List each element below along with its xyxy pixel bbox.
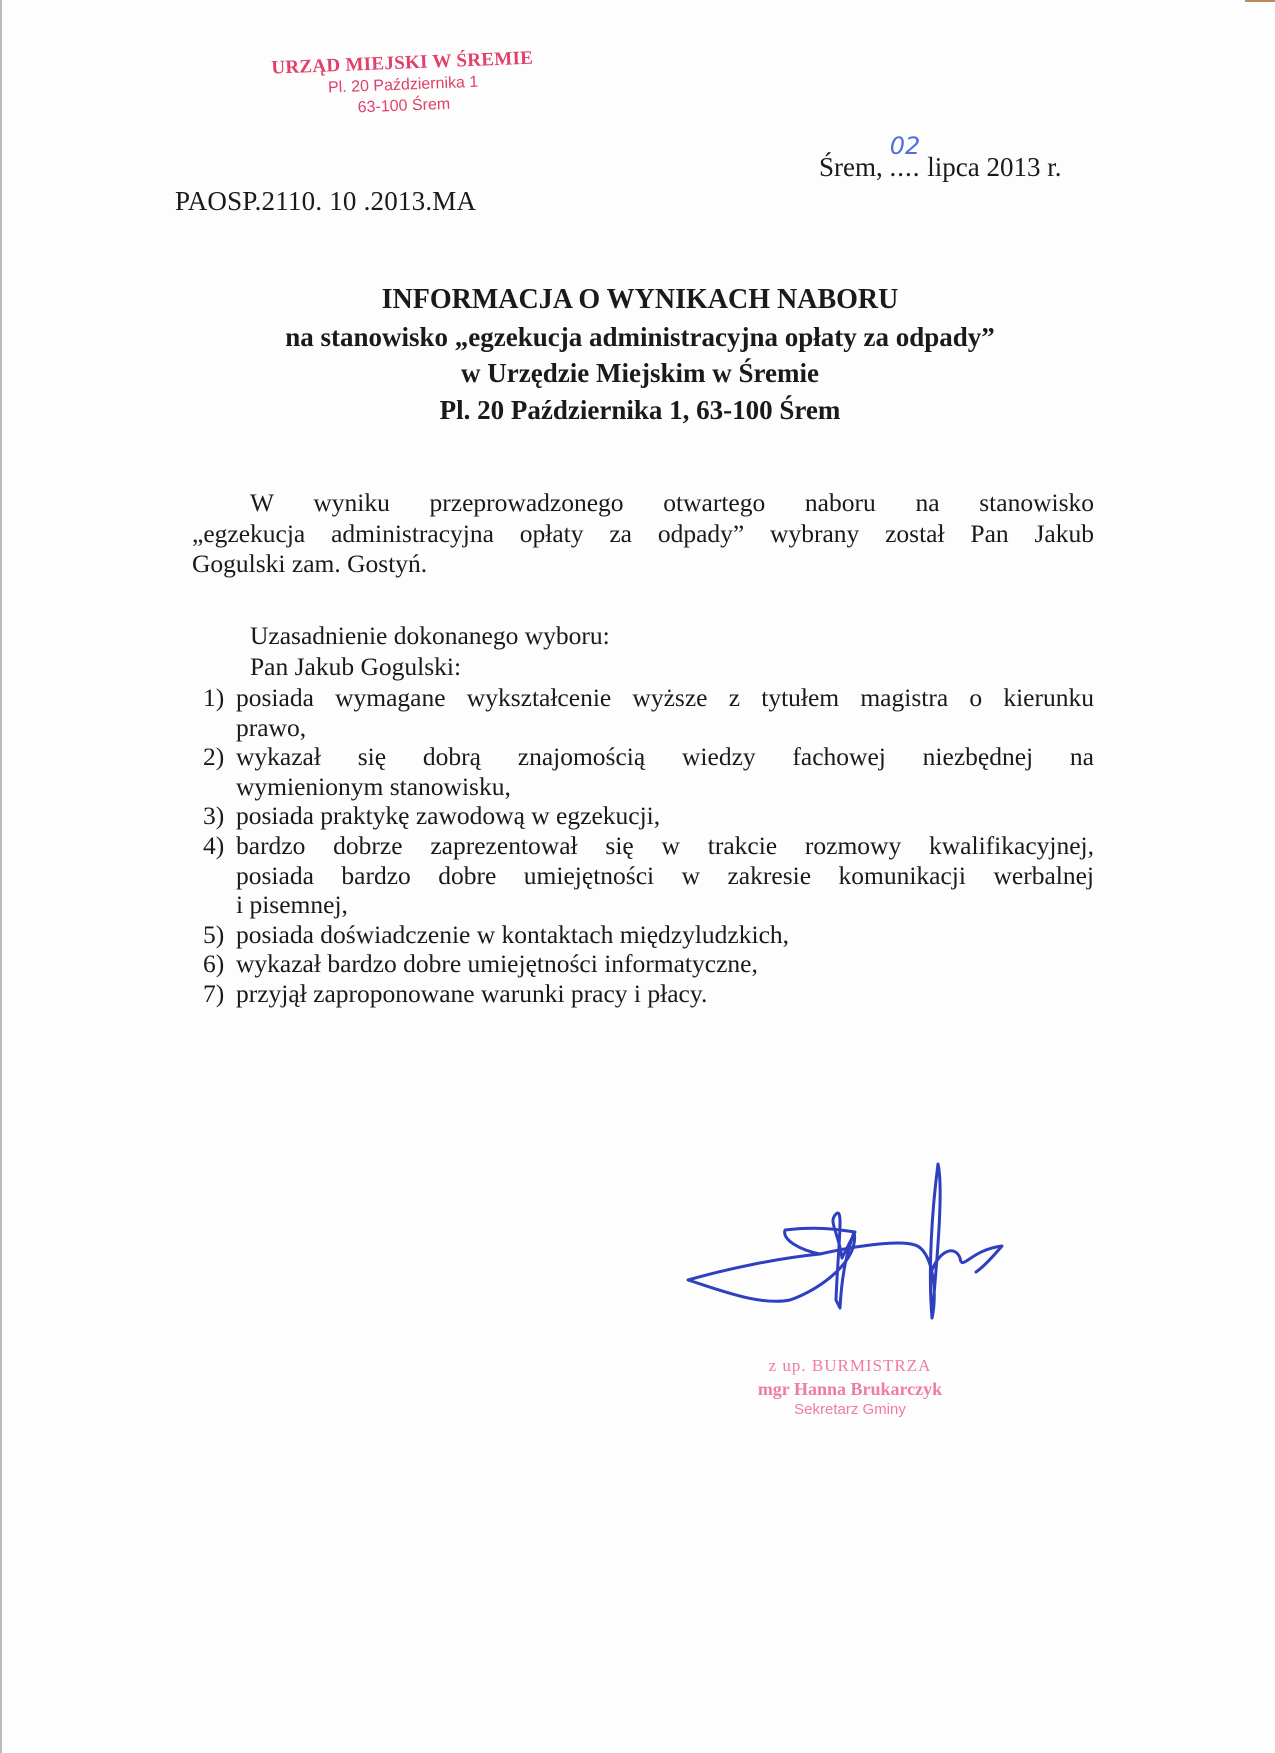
signature-stroke — [688, 1213, 855, 1308]
date-day-handwritten: 02 — [889, 132, 921, 160]
signature-stamp-line-3: Sekretarz Gminy — [794, 1401, 906, 1418]
requirement-number: 2) — [203, 742, 225, 772]
requirement-item — [203, 683, 1094, 742]
requirement-item — [203, 979, 1094, 1009]
requirement-line: posiada praktykę zawodową w egzekucji, — [236, 801, 661, 831]
date-line — [819, 132, 1062, 183]
title-line-4: Pl. 20 Października 1, 63-100 Śrem — [439, 394, 841, 425]
requirement-item — [203, 949, 1094, 979]
requirement-line: wykazał bardzo dobre umiejętności informatyczne, — [236, 949, 758, 979]
stamp-line-3: 63-100 Śrem — [357, 95, 451, 117]
requirement-text — [236, 801, 1094, 831]
requirement-item — [203, 801, 1094, 831]
requirement-text — [236, 979, 1094, 1009]
result-paragraph — [192, 488, 1094, 580]
requirement-number: 4) — [203, 830, 225, 860]
requirements-list — [203, 683, 1094, 1009]
signature-stroke-loop — [820, 1164, 1002, 1318]
requirement-text — [236, 742, 1094, 801]
requirement-number: 3) — [203, 801, 225, 831]
paragraph-line-3: Gogulski zam. Gostyń. — [192, 549, 428, 578]
scan-edge — [0, 0, 2, 1753]
date-day — [889, 132, 921, 183]
requirement-number: 5) — [203, 919, 225, 949]
signature-stamp — [720, 1355, 980, 1419]
requirement-line: posiada bardzo dobre umiejętności w zakresie komunikacji werbalnej — [236, 860, 1094, 890]
requirement-line: posiada wymagane wykształcenie wyższe z tytułem magistra o kierunku — [236, 683, 1094, 712]
scan-mark — [1245, 0, 1275, 2]
requirement-text — [236, 949, 1094, 979]
title-line-1: INFORMACJA O WYNIKACH NABORU — [381, 284, 899, 315]
date-place: Śrem, — [819, 152, 883, 182]
requirement-line: wymienionym stanowisku, — [236, 771, 511, 801]
signature-block — [650, 1150, 1050, 1450]
requirement-number: 6) — [203, 949, 225, 979]
justification-heading: Uzasadnienie dokonanego wyboru: — [250, 621, 610, 650]
title-line-3: w Urzędzie Miejskim w Śremie — [461, 358, 819, 388]
requirement-line: bardzo dobrze zaprezentował się w trakcie rozmowy kwalifikacyjnej, — [236, 830, 1094, 860]
paragraph-line-2: „egzekucja administracyjna opłaty za odpady” wybrany został Pan Jakub — [192, 518, 1094, 548]
stamp-line-2: Pl. 20 Października 1 — [327, 73, 479, 97]
date-month-year: lipca 2013 r. — [927, 152, 1062, 182]
requirement-text — [236, 683, 1094, 742]
requirement-item — [203, 920, 1094, 950]
title-line-2: na stanowisko „egzekucja administracyjna opłaty za odpady” — [285, 321, 995, 352]
document-title — [160, 282, 1120, 428]
requirement-item — [203, 831, 1094, 920]
requirement-number: 7) — [203, 978, 225, 1008]
requirement-line: posiada doświadczenie w kontaktach międzyludzkich, — [236, 919, 790, 949]
requirement-text — [236, 920, 1094, 950]
office-stamp — [262, 47, 544, 122]
requirement-line: przyjął zaproponowane warunki pracy i płacy. — [236, 978, 708, 1008]
stamp-line-1: URZĄD MIEJSKI W ŚREMIE — [271, 47, 534, 79]
justification-subject: Pan Jakub Gogulski: — [250, 651, 462, 681]
requirement-line: prawo, — [236, 712, 307, 742]
requirement-line: wykazał się dobrą znajomością wiedzy fachowej niezbędnej na — [236, 742, 1094, 772]
signature-stamp-line-1: z up. BURMISTRZA — [768, 1356, 932, 1375]
requirement-number: 1) — [203, 683, 225, 712]
requirement-item — [203, 742, 1094, 801]
justification-header — [192, 621, 1094, 682]
date-day-dots: .... — [889, 152, 921, 182]
signature-stamp-line-2: mgr Hanna Brukarczyk — [757, 1379, 943, 1399]
handwritten-signature — [650, 1150, 1050, 1350]
requirement-line: i pisemnej, — [236, 890, 348, 920]
reference-number: PAOSP.2110. 10 .2013.MA — [175, 186, 477, 216]
requirement-text — [236, 831, 1094, 920]
paragraph-line-1: W wyniku przeprowadzonego otwartego naboru na stanowisko — [250, 488, 1094, 517]
